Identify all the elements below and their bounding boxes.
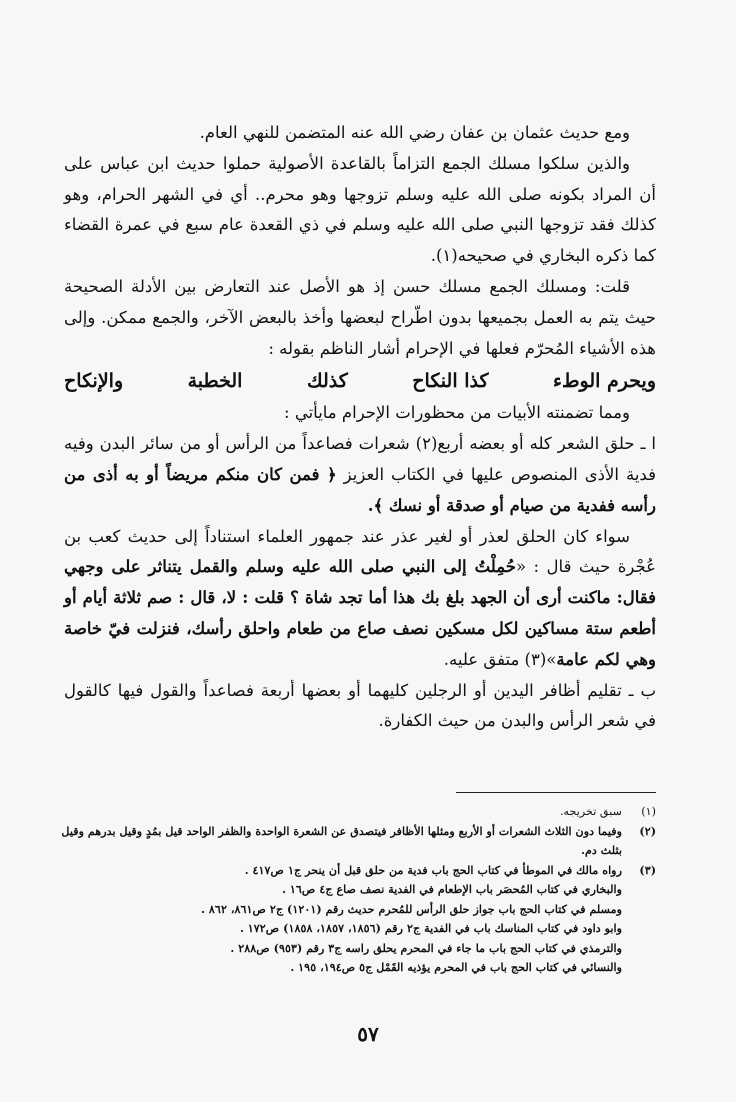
paragraph-6-tail: »(٣) متفق عليه.: [443, 649, 557, 669]
verse-line: [64, 364, 656, 398]
verse-part-5: والإنكاح: [64, 370, 124, 393]
footnote-number: (٢): [639, 823, 656, 838]
paragraph-4: ومما تضمنته الأبيات من محظورات الإحرام مايأتي :: [284, 403, 630, 423]
quran-verse: ﴿ فمن كان منكم مريضاً أو به أذى من رأسه ففدية من صيام أو صدقة أو نسك ﴾.: [64, 464, 656, 515]
footnote-3-line: ومسلم في كتاب الحج باب جواز حلق الرأس للمُحرم حديث رقم (١٢٠١) ج٢ ص٨٦١، ٨٦٢ .: [201, 901, 622, 916]
verse-part-2: كذا النكاح: [412, 370, 489, 393]
footnote-number: (٣): [639, 862, 656, 877]
main-text: [64, 118, 656, 737]
footnote-text: رواه مالك في الموطأ في كتاب الحج باب فدية من حلق قبل أن ينحر ج١ ص٤١٧ .: [244, 862, 622, 877]
hadith-text: حُمِلْتُ إلى النبي صلى الله عليه وسلم والقمل يتناثر على وجهي فقال: ماكنت أرى أن الجهد بلغ بك هذا أما تجد شاة ؟ قلت : لا، قال : صم ثلاثة أيام أو أطعم ستة مساكين لكل مسكين نصف صاع من طعام واحلق رأسك، فنزلت فيّ خاصة وهي لكم عامة: [64, 557, 656, 669]
verse-part-3: كذلك: [306, 370, 348, 393]
page-number: ٥٧: [357, 1022, 379, 1046]
verse-part-4: الخطبة: [187, 370, 243, 393]
footnote-3-line: وابو داود في كتاب المناسك باب في الفدية ج٢ رقم (١٨٥٦، ١٨٥٧، ١٨٥٨) ص١٧٢ .: [239, 921, 622, 935]
footnote-text: وفيما دون الثلاث الشعرات أو الأربع ومثلها الأظافر فيتصدق عن الشعرة الواحدة والظفر الواحد قيل بمُدٍ وقيل بدرهم وقيل بثلث دم.: [61, 823, 622, 857]
footnote-3-line: والبخاري في كتاب المُحصَر باب الإطعام في الفدية نصف صاع ج٤ ص١٦ .: [282, 882, 622, 896]
footnotes: [46, 802, 656, 978]
paragraph-6: [64, 522, 656, 676]
paragraph-6-intro: سواء كان الحلق لعذر أو لغير عذر عند جمهور العلماء استناداً إلى حديث كعب بن عُجْرة حيث قال : «: [64, 526, 656, 577]
footnote-3: [46, 861, 656, 881]
paragraph-1: ومع حديث عثمان بن عفان رضي الله عنه المتضمن للنهي العام.: [199, 123, 630, 142]
paragraph-2: والذين سلكوا مسلك الجمع التزاماً بالقاعدة الأصولية حملوا حديث ابن عباس على أن المراد بكونه صلى الله عليه وسلم تزوجها وهو محرم.. أي في الشهر الحرام، وهو كذلك فقد تزوجها النبي صلى الله عليه وسلم في ذي القعدة عام سبع في عمرة القضاء كما ذكره البخاري في صحيحه(١).: [64, 153, 656, 266]
footnote-3-line: والنسائي في كتاب الحج باب في المحرم يؤذيه القَمْل ج٥ ص١٩٤، ١٩٥ .: [290, 960, 622, 974]
paragraph-3: قلت: ومسلك الجمع مسلك حسن إذ هو الأصل عند التعارض بين الأدلة الصحيحة حيث يتم به العمل بجميعها بدون اطّراح لبعضها وأخذ بالبعض الآخر، والجمع ممكن. وإلى هذه الأشياء المُحرّم فعلها في الإحرام أشار الناظم بقوله :: [64, 276, 656, 358]
paragraph-5-text: ا ـ حلق الشعر كله أو بعضه أربع(٢) شعرات فصاعداً من الرأس أو من سائر البدن وفيه فدية الأذى المنصوص عليها في الكتاب العزيز: [64, 434, 656, 484]
verse-part-1: ويحرم الوطء: [553, 370, 656, 393]
footnote-2: [46, 822, 656, 861]
footnote-number: (١): [641, 805, 656, 818]
footnote-text: سبق تخريجه.: [559, 805, 622, 818]
footnote-3-line: والترمذي في كتاب الحج باب ما جاء في المحرم يحلق راسه ج٣ رقم (٩٥٣) ص٢٨٨ .: [230, 940, 622, 955]
footnote-divider: [456, 792, 656, 793]
footnote-1: [46, 802, 656, 822]
paragraph-7: ب ـ تقليم أظافر اليدين أو الرجلين كليهما أو بعضها أربعة فصاعداً والقول فيها كالقول في شعر الرأس والبدن من حيث الكفارة.: [64, 680, 656, 731]
paragraph-5: [64, 429, 656, 521]
